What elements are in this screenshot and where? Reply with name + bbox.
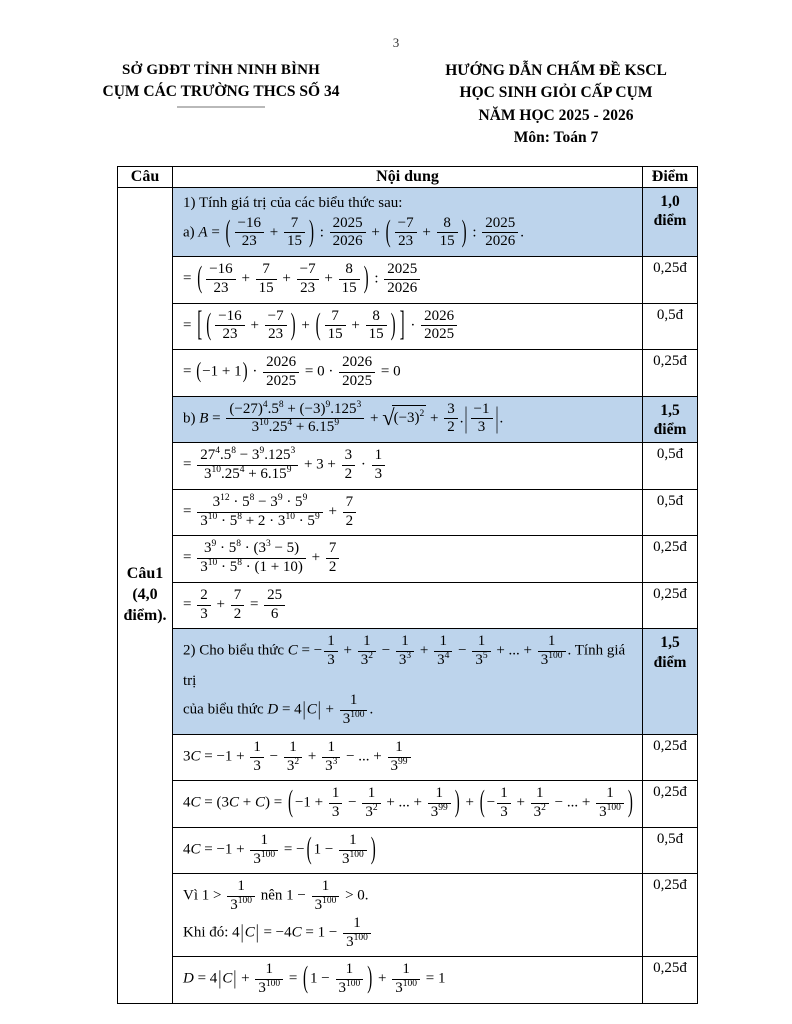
table-row [118, 734, 698, 781]
table-row [118, 257, 698, 304]
solution-step: = $\frac{3^{12} \cdot 5^8 - 3^9 \cdot 5^9}{3^{10} \cdot 5^8 + 2 \cdot 3^{10} \cdot 5^9}$ + $\frac{7}{2}$ [173, 489, 643, 536]
table-row [118, 582, 698, 629]
table-row [118, 188, 698, 257]
table-row [118, 957, 698, 1004]
org-name-line1: SỞ GDĐT TỈNH NINH BÌNH [121, 62, 321, 78]
solution-step: 3C = −1 + $\frac{1}{3}$ − $\frac{1}{3^2}$ + $\frac{1}{3^3}$ − ... + $\frac{1}{3^{99}}$ [173, 734, 643, 781]
score-cell: 1,5 điểm [643, 396, 698, 443]
score-cell: 0,25đ [643, 734, 698, 781]
answer-key-table [117, 166, 698, 1004]
issuing-org-block [56, 60, 386, 150]
question-label-cell: Câu1 (4,0 điểm). [118, 188, 173, 1004]
score-cell: 0,25đ [643, 350, 698, 397]
table-row [118, 827, 698, 874]
solution-step: = $\frac{27^4.5^8 - 3^9.125^3}{3^{10}.25^4 + 6.15^9}$ + 3 + $\frac{3}{2}$ · $\frac{1}{3}$ [173, 443, 643, 490]
score-cell: 0,25đ [643, 257, 698, 304]
solution-step: = [ ( $\frac{-16}{23}$ + $\frac{-7}{23}$ ) + ( $\frac{7}{15}$ + $\frac{8}{15}$ ) ] · $\frac{2026}{2025}$ [173, 303, 643, 350]
problem-statement: 1) Tính giá trị của các biểu thức sau: a) A = ( $\frac{-16}{23}$ + $\frac{7}{15}$ ) : $\frac{2025}{2026}$ + ( $\frac{-7}{23}$ + $\frac{8}{15}$ ) : $\frac{2025}{2026}$ . [173, 188, 643, 257]
score-cell: 0,25đ [643, 957, 698, 1004]
problem-statement: 2) Cho biểu thức C = − $\frac{1}{3}$ + $\frac{1}{3^2}$ − $\frac{1}{3^3}$ + $\frac{1}{3^4}$ − $\frac{1}{3^5}$ + ... + $\frac{1}{3^{100}}$ . Tính giá trị của biểu thức D = 4|C| + $\frac{1}{3^{100}}$ . [173, 629, 643, 735]
table-row [118, 874, 698, 957]
solution-step: = (−1 + 1) · $\frac{2026}{2025}$ = 0 · $\frac{2026}{2025}$ = 0 [173, 350, 643, 397]
doc-title-line1: HƯỚNG DẪN CHẤM ĐỀ KSCL [445, 62, 667, 79]
table-row [118, 781, 698, 828]
solution-step: = ( $\frac{-16}{23}$ + $\frac{7}{15}$ + $\frac{-7}{23}$ + $\frac{8}{15}$ ) : $\frac{2025}{2026}$ [173, 257, 643, 304]
score-cell: 0,25đ [643, 582, 698, 629]
score-cell: 0,5đ [643, 489, 698, 536]
document-title-block [386, 60, 726, 150]
solution-step: Vì 1 > $\frac{1}{3^{100}}$ nên 1 − $\frac{1}{3^{100}}$ > 0. Khi đó: 4|C| = −4C = 1 − $\frac{1}{3^{100}}$ [173, 874, 643, 957]
org-underline-divider [177, 106, 265, 108]
score-cell: 0,25đ [643, 874, 698, 957]
table-header-row [118, 167, 698, 188]
table-row [118, 303, 698, 350]
score-cell: 0,5đ [643, 443, 698, 490]
table-row [118, 489, 698, 536]
score-cell: 0,5đ [643, 303, 698, 350]
problem-statement: b) B = $\frac{(-27)^4.5^8 + (-3)^9.125^3}{3^{10}.25^4 + 6.15^9}$ + $√(-3)^2$ + $\frac{3}{2}$ .| $\frac{-1}{3}$ |. [173, 396, 643, 443]
solution-step: D = 4|C| + $\frac{1}{3^{100}}$ = ( 1 − $\frac{1}{3^{100}}$ ) + $\frac{1}{3^{100}}$ = 1 [173, 957, 643, 1004]
solution-step: = $\frac{3^9 \cdot 5^8 \cdot (3^3 - 5)}{3^{10} \cdot 5^8 \cdot (1 + 10)}$ + $\frac{7}{2}$ [173, 536, 643, 583]
score-cell: 0,25đ [643, 781, 698, 828]
table-row [118, 443, 698, 490]
table-row [118, 396, 698, 443]
doc-title-line2: HỌC SINH GIỎI CẤP CỤM [459, 84, 653, 102]
solution-step: 4C = −1 + $\frac{1}{3^{100}}$ = − ( 1 − $\frac{1}{3^{100}}$ ) [173, 827, 643, 874]
col-header-diem: Điểm [643, 167, 698, 188]
table-row [118, 629, 698, 735]
doc-subject-line: Môn: Toán 7 [513, 129, 599, 147]
solution-step: 4C = (3C + C) = ( −1 + $\frac{1}{3}$ − $\frac{1}{3^2}$ + ... + $\frac{1}{3^{99}}$ ) + ( − $\frac{1}{3}$ + $\frac{1}{3^2}$ − ... + $\frac{1}{3^{100}}$ ) [173, 781, 643, 828]
org-name-line2: CỤM CÁC TRƯỜNG THCS SỐ 34 [102, 83, 340, 100]
col-header-noi-dung: Nội dung [173, 167, 643, 188]
table-body [118, 188, 698, 1004]
score-cell: 1,5 điểm [643, 629, 698, 735]
doc-title-line3: NĂM HỌC 2025 - 2026 [478, 106, 634, 124]
score-cell: 0,25đ [643, 536, 698, 583]
score-cell: 1,0 điểm [643, 188, 698, 257]
table-row [118, 350, 698, 397]
solution-step: = $\frac{2}{3}$ + $\frac{7}{2}$ = $\frac{25}{6}$ [173, 582, 643, 629]
table-row [118, 536, 698, 583]
page-number: 3 [392, 35, 400, 50]
document-header [0, 60, 792, 150]
col-header-cau: Câu [118, 167, 173, 188]
score-cell: 0,5đ [643, 827, 698, 874]
